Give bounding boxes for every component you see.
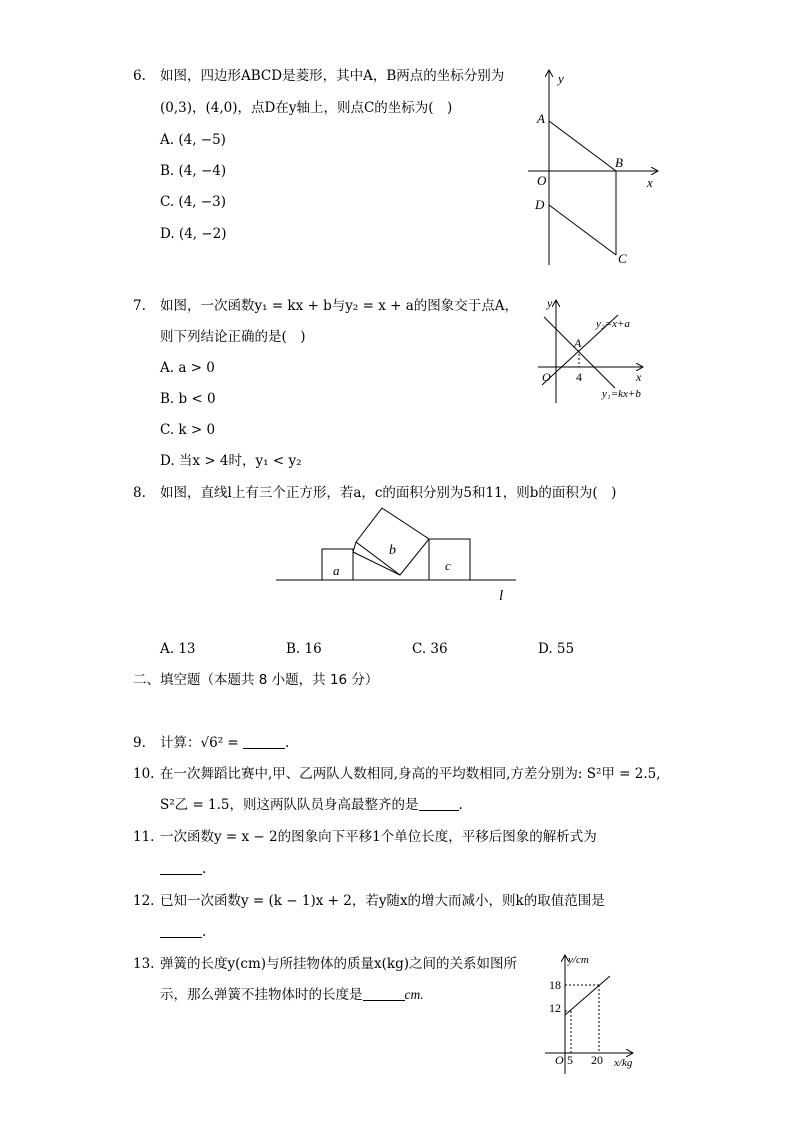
q6-label-o: O xyxy=(537,173,547,188)
q10-answer-blank[interactable] xyxy=(419,796,459,811)
q12-number: 12. xyxy=(133,893,155,909)
q13-answer-blank[interactable] xyxy=(363,986,405,1001)
q8-square-b xyxy=(356,508,429,575)
q12-answer-blank[interactable] xyxy=(160,923,202,938)
q10-number: 10. xyxy=(133,766,155,782)
q7-option-c: C. k > 0 xyxy=(160,422,216,438)
q11-answer-blank[interactable] xyxy=(160,860,202,875)
q8-squares-figure xyxy=(270,505,530,605)
q7-option-d: D. 当x > 4时，y₁ < y₂ xyxy=(160,453,302,469)
q11-period: . xyxy=(202,861,207,877)
q13-label-xlabel: x/kg xyxy=(614,1057,633,1069)
q9-period: . xyxy=(285,735,290,751)
q6-label-d: D xyxy=(535,197,545,212)
q13-spring-graph xyxy=(540,950,650,1075)
q13-label-o: O xyxy=(555,1053,564,1067)
q6-option-c: C. (4, −3) xyxy=(160,194,227,210)
q6-label-b: B xyxy=(615,155,623,170)
q8-label-c: c xyxy=(445,558,451,573)
q6-option-b: B. (4, −4) xyxy=(160,163,227,179)
q13-label-ylabel: y/cm xyxy=(568,954,589,966)
q12-answer-line xyxy=(160,922,206,942)
q6-side-ab xyxy=(549,121,616,171)
q6-option-a: A. (4, −5) xyxy=(160,132,226,148)
q13-label-20: 20 xyxy=(591,1053,603,1067)
q8-option-d: D. 55 xyxy=(538,641,575,657)
q7-option-a: A. a > 0 xyxy=(160,360,215,376)
q6-stem-line1: 如图，四边形ABCD是菱形，其中A，B两点的坐标分别为 xyxy=(160,68,505,84)
q13-line2-text: 示，那么弹簧不挂物体时的长度是 xyxy=(160,987,363,1003)
q6-number: 6. xyxy=(133,68,146,84)
q7-label-y: y xyxy=(547,296,553,310)
q6-label-c: C xyxy=(618,251,627,266)
q12-stem: 已知一次函数y = (k − 1)x + 2，若y随x的增大而减小，则k的取值范围是 xyxy=(160,893,605,909)
q11-stem: 一次函数y = x − 2的图象向下平移1个单位长度，平移后图象的解析式为 xyxy=(160,829,597,845)
q6-label-y: y xyxy=(558,71,564,86)
q9-answer-blank[interactable] xyxy=(243,734,285,749)
q7-number: 7. xyxy=(133,298,146,314)
q9-expression: √6² xyxy=(200,735,224,751)
q8-label-b: b xyxy=(389,543,396,558)
q7-linear-functions-figure xyxy=(530,295,670,410)
q7-label-a: A xyxy=(574,336,582,350)
q8-label-a: a xyxy=(333,563,340,578)
q10-line2-text: S²乙 = 1.5，则这两队队员身高最整齐的是 xyxy=(160,797,419,813)
q10-stem-line1: 在一次舞蹈比赛中,甲、乙两队人数相同,身高的平均数相同,方差分别为: S²甲 = 2.5, xyxy=(160,766,661,782)
q7-label-y1: y₁=kx+b xyxy=(602,388,641,400)
q9-number: 9. xyxy=(133,735,146,751)
q6-rhombus-figure xyxy=(520,65,670,270)
q13-label-18: 18 xyxy=(549,978,561,992)
q6-label-a: A xyxy=(537,111,545,126)
q8-square-b-side xyxy=(353,542,356,552)
q6-label-x: x xyxy=(647,175,653,190)
q7-option-b: B. b < 0 xyxy=(160,391,216,407)
q13-graph-line xyxy=(565,976,610,1015)
q9-stem xyxy=(160,733,289,753)
q11-answer-line xyxy=(160,859,206,879)
q8-label-l: l xyxy=(499,588,504,604)
q6-option-d: D. (4, −2) xyxy=(160,226,227,242)
q8-number: 8. xyxy=(133,485,146,501)
q7-stem-line2: 则下列结论正确的是( ) xyxy=(160,329,306,345)
q13-stem-line1: 弹簧的长度y(cm)与所挂物体的质量x(kg)之间的关系如图所 xyxy=(160,956,517,972)
q7-stem-line1: 如图，一次函数y₁ = kx + b与y₂ = x + a的图象交于点A， xyxy=(160,298,519,314)
q7-label-4: 4 xyxy=(576,370,582,384)
q6-side-dc xyxy=(549,205,616,255)
q13-number: 13. xyxy=(133,956,155,972)
q9-prefix: 计算： xyxy=(160,735,201,751)
q7-label-o: O xyxy=(542,370,551,384)
q8-stem: 如图，直线l上有三个正方形，若a，c的面积分别为5和11，则b的面积为( ) xyxy=(160,485,617,501)
q10-stem-line2 xyxy=(160,795,463,815)
q9-equals: = xyxy=(223,735,244,751)
q13-label-5: 5 xyxy=(567,1053,573,1067)
q13-stem-line2 xyxy=(160,985,424,1005)
q7-label-y2: y₂=x+a xyxy=(596,318,630,330)
q8-option-c: C. 36 xyxy=(412,641,448,657)
q13-unit: cm. xyxy=(404,987,424,1002)
q11-number: 11. xyxy=(133,829,155,845)
q10-period: . xyxy=(458,797,463,813)
section-fill-in-title: 二、填空题（本题共 8 小题，共 16 分） xyxy=(133,672,379,688)
q8-option-b: B. 16 xyxy=(286,641,322,657)
q6-stem-line2: (0,3)，(4,0)，点D在y轴上，则点C的坐标为( ) xyxy=(160,100,453,116)
q8-option-a: A. 13 xyxy=(160,641,196,657)
q13-label-12: 12 xyxy=(549,1001,561,1015)
q12-period: . xyxy=(202,924,207,940)
q7-label-x: x xyxy=(636,370,642,384)
